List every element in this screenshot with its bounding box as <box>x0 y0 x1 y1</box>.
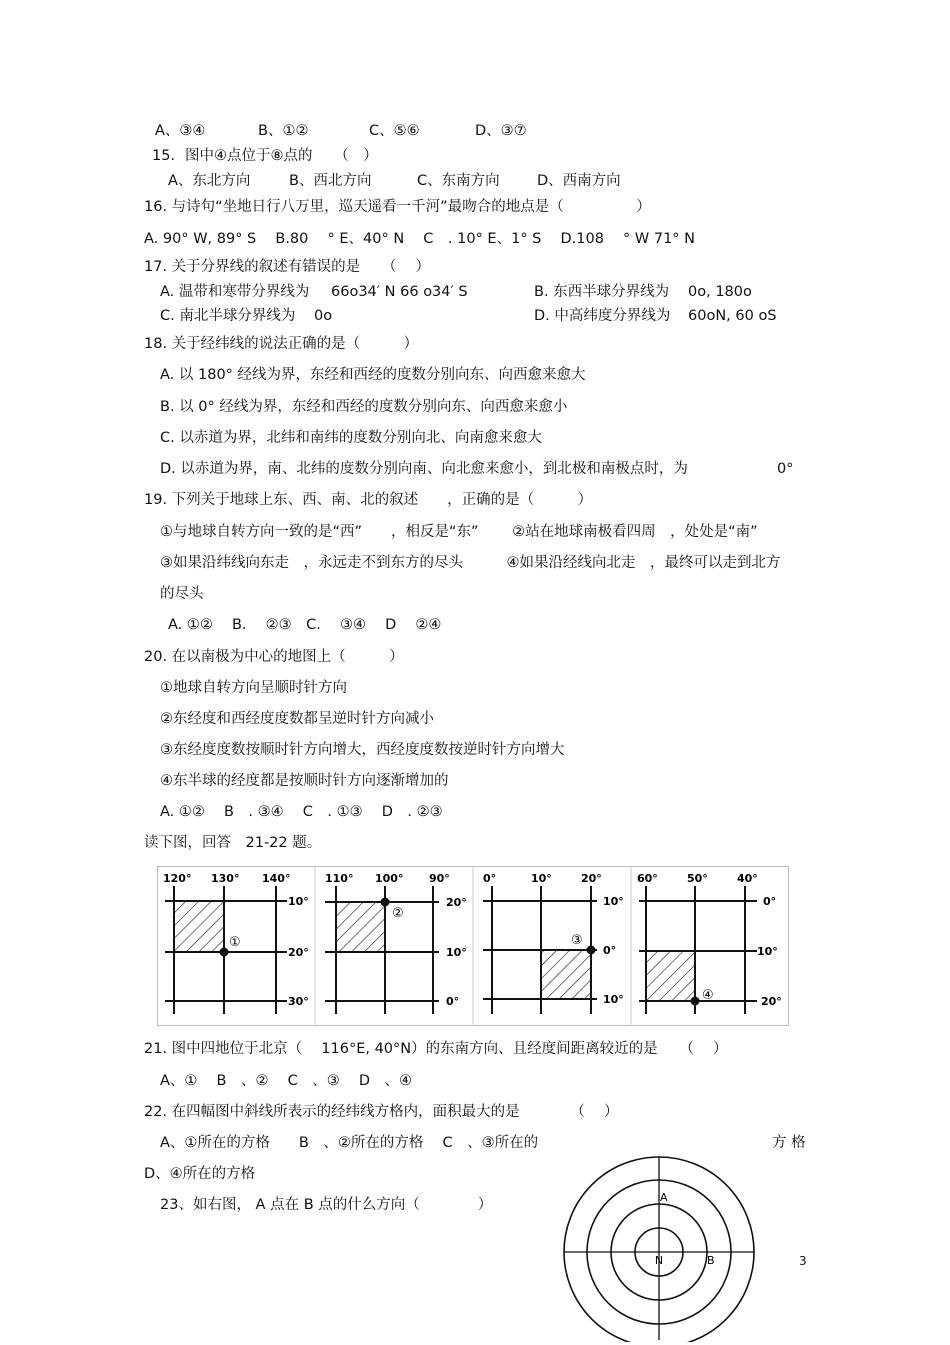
q20-statement-1: ①地球自转方向呈顺时针方向 <box>160 680 347 696</box>
point-4-marker <box>691 997 700 1006</box>
q22-options-line: A、①所在的方格 B 、②所在的方格 C 、③所在的 <box>160 1135 539 1151</box>
q18-stem: 18. 关于经纬线的说法正确的是（ ） <box>144 336 419 352</box>
q18-option-d-tail: 0° <box>777 461 794 477</box>
p4-top-2: 40° <box>737 872 758 885</box>
p1-right-1: 20° <box>288 946 309 959</box>
polar-diagram <box>560 1152 760 1342</box>
point-3-marker <box>587 946 596 955</box>
p4-point-label: ④ <box>702 988 714 1003</box>
p1-right-2: 30° <box>288 995 309 1008</box>
figure-panel-2 <box>325 872 467 1014</box>
q14-option-b: B、①② <box>258 123 309 139</box>
q16-stem: 16. 与诗句“坐地日行八万里，巡天遥看一千河”最吻合的地点是（ ） <box>144 199 651 215</box>
p1-right-0: 10° <box>288 895 309 908</box>
p3-top-1: 10° <box>531 872 552 885</box>
q20-options: A. ①② B . ③④ C . ①③ D . ②③ <box>160 804 443 820</box>
p4-top-1: 50° <box>687 872 708 885</box>
q18-option-d: D. 以赤道为界，南、北纬的度数分别向南、向北愈来愈小，到北极和南极点时，为 <box>160 461 688 477</box>
q22-stem: 22. 在四幅图中斜线所表示的经纬线方格内，面积最大的是 （ ） <box>144 1104 619 1120</box>
q20-statement-2: ②东经度和西经度度数都呈逆时针方向减小 <box>160 711 434 727</box>
read-prompt: 读下图，回答 21-22 题。 <box>144 835 322 851</box>
p3-point-label: ③ <box>571 933 583 948</box>
p1-top-2: 140° <box>262 872 291 885</box>
p2-point-label: ② <box>392 906 404 921</box>
polar-b-label: B <box>707 1254 715 1267</box>
q18-option-a: A. 以 180° 经线为界，东经和西经的度数分别向东、向西愈来愈大 <box>160 367 586 383</box>
q20-stem: 20. 在以南极为中心的地图上（ ） <box>144 649 404 665</box>
p1-top-0: 120° <box>163 872 192 885</box>
q20-statement-3: ③东经度度数按顺时针方向增大，西经度度数按逆时针方向增大 <box>160 742 565 758</box>
p2-top-1: 100° <box>375 872 404 885</box>
point-1-marker <box>220 948 229 957</box>
page-number: 3 <box>799 1254 807 1268</box>
q19-statement-4-tail: 的尽头 <box>160 586 204 602</box>
q17-option-b-value: 0o, 180o <box>688 284 752 300</box>
point-2-marker <box>381 898 390 907</box>
figure-panel-3 <box>483 872 624 1014</box>
p3-top-2: 20° <box>581 872 602 885</box>
p4-right-0: 0° <box>763 895 777 908</box>
q19-statement-1-2: ①与地球自转方向一致的是“西” ，相反是“东” ②站在地球南极看四周 ，处处是“南” <box>160 524 758 540</box>
q15-option-d: D、西南方向 <box>537 173 621 189</box>
q23-stem: 23、如右图， A 点在 B 点的什么方向（ ） <box>160 1197 493 1213</box>
q17-option-d-value: 60oN, 60 oS <box>688 308 777 324</box>
p2-right-2: 0° <box>446 995 460 1008</box>
p3-right-1: 0° <box>603 944 617 957</box>
q20-statement-4: ④东半球的经度都是按顺时针方向逐渐增加的 <box>160 773 449 789</box>
p2-right-0: 20° <box>446 896 467 909</box>
polar-n-label: N <box>654 1254 664 1267</box>
q19-stem: 19. 下列关于地球上东、西、南、北的叙述 ，正确的是（ ） <box>144 492 593 508</box>
q17-option-a-label: A. 温带和寒带分界线为 <box>160 284 310 300</box>
p2-right-1: 10° <box>446 946 467 959</box>
q15-stem: 15．图中④点位于⑧点的 （ ） <box>152 148 378 164</box>
p2-top-0: 110° <box>325 872 354 885</box>
q22-option-d: D、④所在的方格 <box>144 1166 256 1182</box>
q15-option-a: A、东北方向 <box>168 173 251 189</box>
q17-option-c-value: 0o <box>314 308 333 324</box>
q17-option-d-label: D. 中高纬度分界线为 <box>534 308 671 324</box>
q14-option-c: C、⑤⑥ <box>369 123 420 139</box>
q21-stem: 21. 图中四地位于北京（ 116°E, 40°N）的东南方向、且经度间距离较近的是 （ ） <box>144 1041 728 1057</box>
q19-options: A. ①② B. ②③ C. ③④ D ②④ <box>168 617 442 633</box>
q22-options-tail: 方 格 <box>772 1135 806 1151</box>
q15-option-c: C、东南方向 <box>417 173 500 189</box>
q18-option-c: C. 以赤道为界，北纬和南纬的度数分别向北、向南愈来愈大 <box>160 430 542 446</box>
p3-top-0: 0° <box>483 872 497 885</box>
q17-stem: 17. 关于分界线的叙述有错误的是 （ ） <box>144 259 431 275</box>
q14-option-a: A、③④ <box>155 123 206 139</box>
p4-right-2: 20° <box>761 995 782 1008</box>
p3-right-2: 10° <box>603 993 624 1006</box>
q18-option-b: B. 以 0° 经线为界，东经和西经的度数分别向东、向西愈来愈小 <box>160 399 568 415</box>
latlong-grid-figures <box>157 866 789 1026</box>
q15-option-b: B、西北方向 <box>289 173 372 189</box>
q16-options: A. 90° W, 89° S B.80 ° E、40° N C . 10° E、1° S D.108 ° W 71° N <box>144 231 696 247</box>
q17-option-c-label: C. 南北半球分界线为 <box>160 308 296 324</box>
p3-right-0: 10° <box>603 895 624 908</box>
p4-top-0: 60° <box>637 872 658 885</box>
q17-option-a-value: 66o34′ N 66 o34′ S <box>331 284 468 300</box>
q21-options: A、① B 、② C 、③ D 、④ <box>160 1073 412 1089</box>
p4-right-1: 10° <box>757 945 778 958</box>
figure-panel-4 <box>637 872 782 1014</box>
q14-option-d: D、③⑦ <box>475 123 527 139</box>
p1-top-1: 130° <box>211 872 240 885</box>
q17-option-b-label: B. 东西半球分界线为 <box>534 284 670 300</box>
p1-point-label: ① <box>229 935 241 950</box>
p2-top-2: 90° <box>429 872 450 885</box>
polar-a-label: A <box>660 1191 668 1204</box>
q19-statement-3-4: ③如果沿纬线向东走 ，永远走不到东方的尽头 ④如果沿经线向北走 ，最终可以走到北方 <box>160 555 781 571</box>
figure-panel-1 <box>163 872 309 1014</box>
